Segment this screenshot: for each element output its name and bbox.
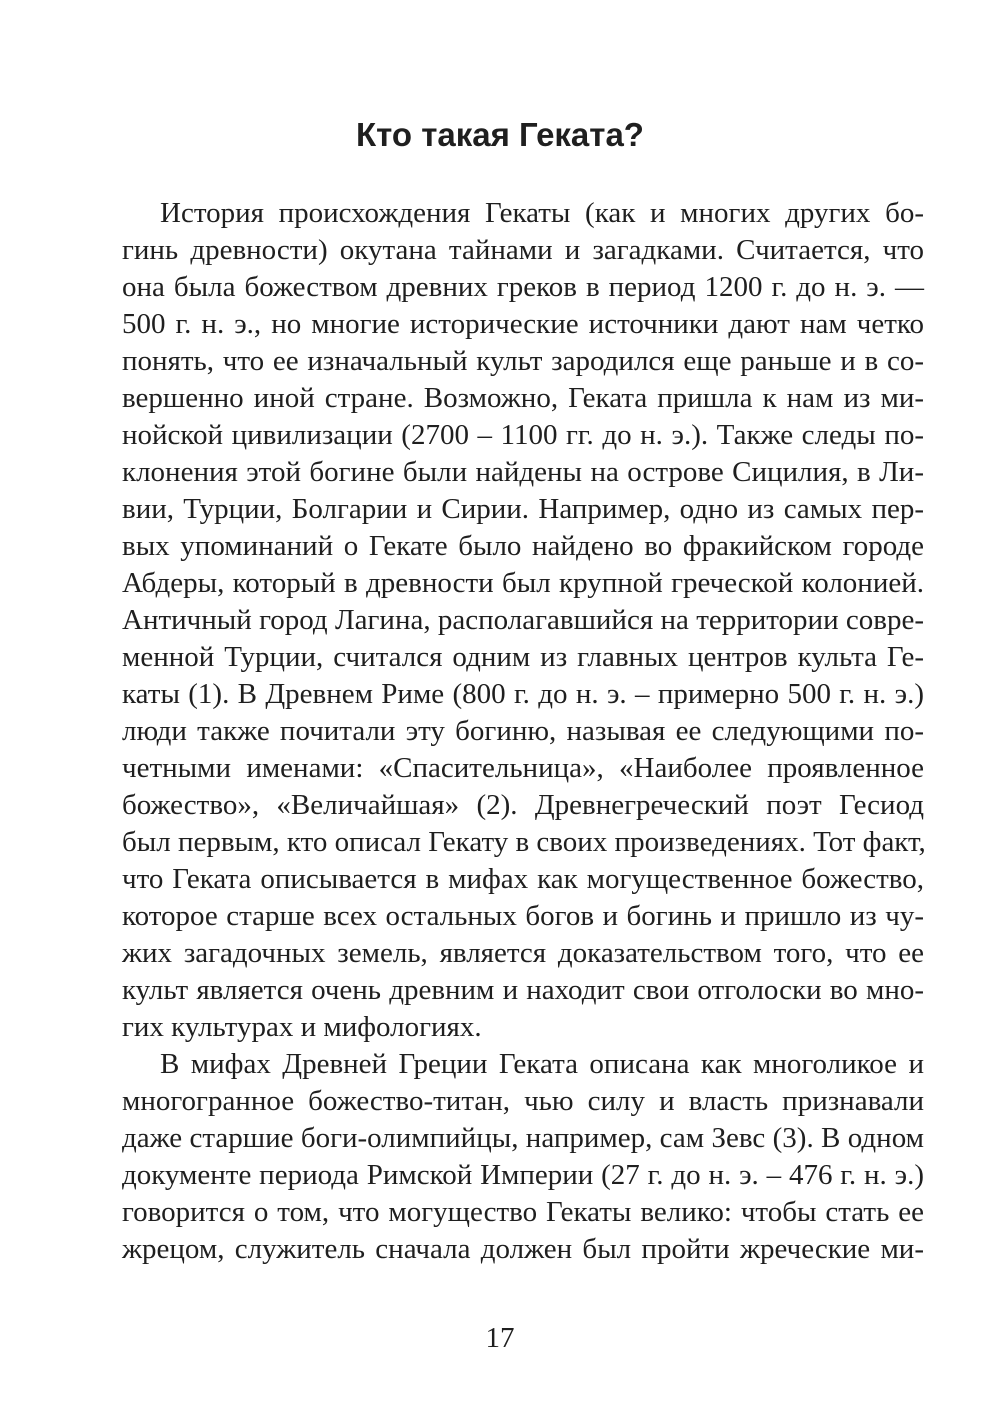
text-line: был первым, кто описал Гекату в своих произведениях. Тот факт, — [122, 826, 926, 858]
text-line: вых упоминаний о Гекате было найдено во фракийском городе — [122, 530, 924, 562]
body-text — [122, 195, 924, 1268]
text-line: вершенно иной стране. Возможно, Геката пришла к нам из ми- — [122, 382, 924, 414]
text-line: жрецом, служитель сначала должен был пройти жреческие ми- — [122, 1233, 924, 1265]
chapter-title: Кто такая Геката? — [356, 116, 644, 153]
text-line: гих культурах и мифологиях. — [122, 1011, 482, 1043]
text-line: Абдеры, который в древности был крупной греческой колонией. — [122, 567, 924, 599]
text-line: даже старшие боги-олимпийцы, например, сам Зевс (3). В одном — [122, 1122, 924, 1154]
text-line: документе периода Римской Империи (27 г. до н. э. – 476 г. н. э.) — [122, 1159, 924, 1191]
text-line: жих загадочных земель, является доказательством того, что ее — [122, 937, 924, 969]
text-line: что Геката описывается в мифах как могущественное божество, — [122, 863, 924, 895]
paragraph-1 — [122, 195, 924, 1046]
text-line: История происхождения Гекаты (как и многих других бо- — [160, 197, 924, 229]
text-line: 500 г. н. э., но многие исторические источники дают нам четко — [122, 308, 924, 340]
text-line: Античный город Лагина, располагавшийся на территории совре- — [122, 604, 924, 636]
page-number: 17 — [485, 1322, 515, 1354]
text-line: четными именами: «Спасительница», «Наиболее проявленное — [122, 752, 924, 784]
text-line: В мифах Древней Греции Геката описана как многоликое и — [160, 1048, 924, 1080]
text-line: многогранное божество-титан, чью силу и власть признавали — [122, 1085, 924, 1117]
text-line: которое старше всех остальных богов и богинь и пришло из чу- — [122, 900, 924, 932]
paragraph-2 — [122, 1046, 924, 1268]
text-line: божество», «Величайшая» (2). Древнегреческий поэт Гесиод — [122, 789, 924, 821]
text-line: каты (1). В Древнем Риме (800 г. до н. э. – примерно 500 г. н. э.) — [122, 678, 924, 710]
text-line: говорится о том, что могущество Гекаты велико: чтобы стать ее — [122, 1196, 924, 1228]
text-line: нойской цивилизации (2700 – 1100 гг. до н. э.). Также следы по- — [122, 419, 924, 451]
text-line: культ является очень древним и находит свои отголоски во мно- — [122, 974, 924, 1006]
text-line: менной Турции, считался одним из главных центров культа Ге- — [122, 641, 924, 673]
text-line: вии, Турции, Болгарии и Сирии. Например, одно из самых пер- — [122, 493, 924, 525]
text-line: понять, что ее изначальный культ зародился еще раньше и в со- — [122, 345, 924, 377]
text-line: она была божеством древних греков в период 1200 г. до н. э. — — [122, 271, 924, 303]
text-line: гинь древности) окутана тайнами и загадками. Считается, что — [122, 234, 924, 266]
text-line: клонения этой богине были найдены на острове Сицилия, в Ли- — [122, 456, 924, 488]
text-line: люди также почитали эту богиню, называя ее следующими по- — [122, 715, 924, 747]
